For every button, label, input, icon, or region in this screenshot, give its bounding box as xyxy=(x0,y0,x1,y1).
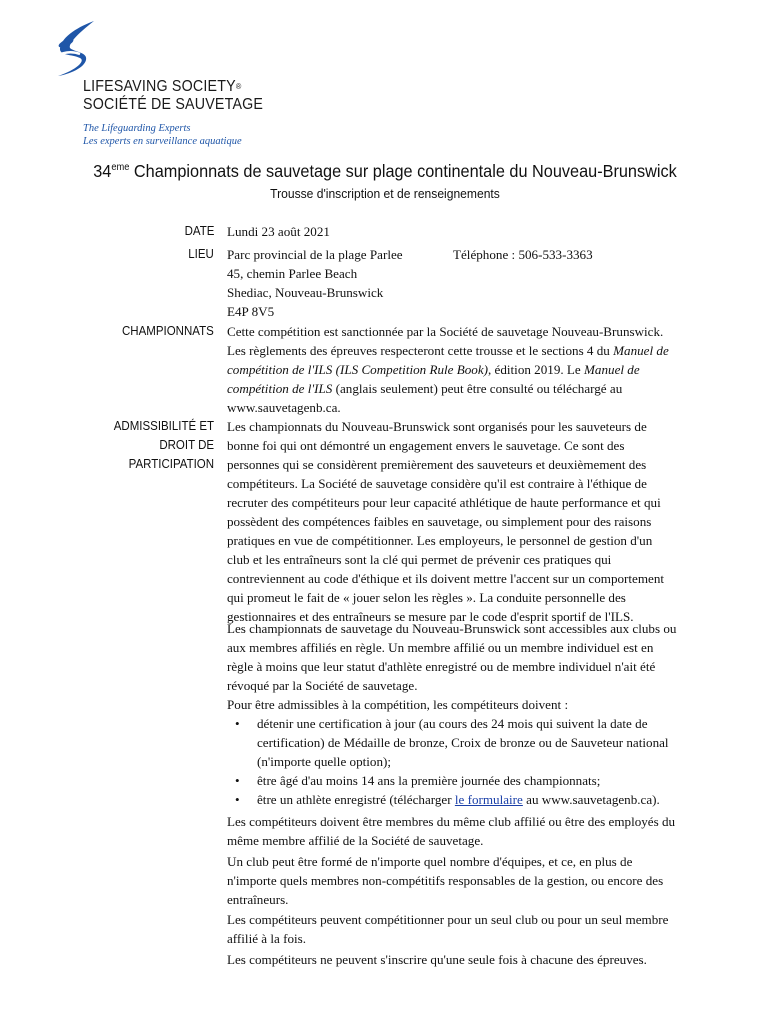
organization-name: LIFESAVING SOCIETY® SOCIÉTÉ DE SAUVETAGE xyxy=(83,78,264,113)
bullet-icon: • xyxy=(235,792,240,807)
lifesaving-society-swirl-icon xyxy=(50,18,110,80)
admissibilite-paragraph-5: Un club peut être formé de n'importe quel nombre d'équipes, et ce, en plus de n'importe quels membres non-compétitifs responsables de la gestion, ou encore des entraîneurs. xyxy=(227,854,664,907)
admissibilite-label: ADMISSIBILITÉ ET DROIT DE PARTICIPATION xyxy=(113,419,214,471)
admissibilite-paragraph-1: Les championnats du Nouveau-Brunswick sont organisés pour les sauveteurs de bonne foi qui ont démontré un engagement envers le sauvetage. Ce sont des personnes qui se considèrent premièrement des sauveteurs et deuxièmement des compétiteurs. La Société de sauvetage considère qu'il est contraire à l'éthique de recruter des compétiteurs pour leur capacité athlétique de haute performance et qui possèdent des compétences faibles en sauvetage, ou simplement pour des raisons pratiques en vue de compétitionner. Les employeurs, le personnel de gestion d'un club et les entraîneurs sont la clé qui permet de prévenir ces pratiques qui contreviennent au code d'éthique et ils doivent mettre l'accent sur un comportement qui promeut le fait de « jouer selon les règles ». La conduite personnelle des gestionnaires et des entraîneurs se mesure par le code d'esprit sportif de l'ILS. xyxy=(227,419,665,624)
admissibilite-paragraph-7: Les compétiteurs ne peuvent s'inscrire qu'une seule fois à chacune des épreuves. xyxy=(227,952,647,967)
championnats-text: Cette compétition est sanctionnée par la Société de sauvetage Nouveau-Brunswick. Les règlements des épreuves respecteront cette trousse et le sections 4 du Manuel de compétition de l'ILS (ILS Competition Rule Book), édition 2019. Le Manuel de compétition de l'ILS (anglais seulement) peut être consulté ou téléchargé au www.sauvetagenb.ca. xyxy=(227,324,669,415)
lieu-address: Parc provincial de la plage Parlee 45, chemin Parlee Beach Shediac, Nouveau-Brunswick E4P 8V5 xyxy=(227,247,403,319)
admissibilite-paragraph-3: Pour être admissibles à la compétition, les compétiteurs doivent : xyxy=(227,697,569,712)
admissibilite-paragraph-2: Les championnats de sauvetage du Nouveau-Brunswick sont accessibles aux clubs ou aux membres affiliés en règle. Un membre affilié ou un membre individuel est en règle à moins que leur statut d'athlète enregistré ou de membre individuel n'ait été révoqué par la Société de sauvetage. xyxy=(227,621,677,693)
organization-tagline: The Lifeguarding Experts Les experts en surveillance aquatique xyxy=(83,123,242,147)
list-item: • être un athlète enregistré (télécharger le formulaire au www.sauvetagenb.ca). xyxy=(235,792,660,807)
date-label: DATE xyxy=(184,224,214,238)
lieu-label: LIEU xyxy=(188,247,214,261)
eligibility-bullet-list xyxy=(227,714,707,809)
admissibilite-paragraph-4: Les compétiteurs doivent être membres du même club affilié ou être des employés du même membre affilié de la Société de sauvetage. xyxy=(227,814,676,848)
bullet-icon: • xyxy=(235,773,240,788)
phone-number: Téléphone : 506-533-3363 xyxy=(453,247,593,262)
page-title: 34eme Championnats de sauvetage sur plage continentale du Nouveau-Brunswick xyxy=(93,161,677,181)
admissibilite-paragraph-6: Les compétiteurs peuvent compétitionner pour un seul club ou pour un seul membre affilié à la fois. xyxy=(227,912,669,946)
list-item: • détenir une certification à jour (au cours des 24 mois qui suivent la date de certification) de Médaille de bronze, Croix de bronze ou de Sauveteur national (n'importe quelle option); xyxy=(235,716,669,769)
lifesaving-society-logo xyxy=(50,18,290,153)
championnats-label: CHAMPIONNATS xyxy=(122,324,214,338)
bullet-icon: • xyxy=(235,716,240,731)
registration-form-link[interactable]: le formulaire xyxy=(454,792,523,807)
date-value: Lundi 23 août 2021 xyxy=(227,224,330,239)
page-subtitle: Trousse d'inscription et de renseignements xyxy=(270,186,500,201)
list-item: • être âgé d'au moins 14 ans la première journée des championnats; xyxy=(235,773,601,788)
